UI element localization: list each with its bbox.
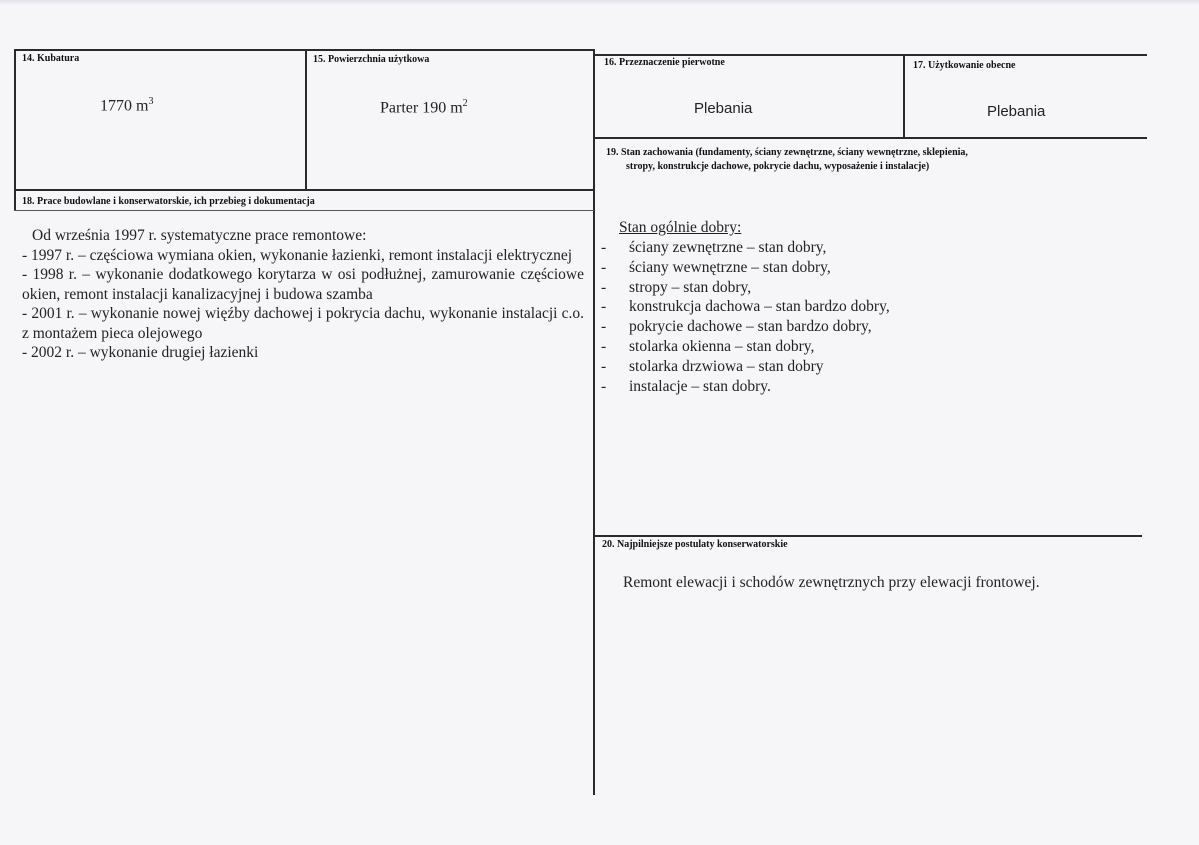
section-19-header-line2: stropy, konstrukcje dachowe, pokrycie dachu, wyposażenie i instalacje) [626, 161, 930, 172]
condition-item-text: instalacje – stan dobry. [629, 377, 771, 395]
works-item-1997: - 1997 r. – częściowa wymiana okien, wykonanie łazienki, remont instalacji elektrycznej [22, 246, 573, 264]
condition-item-text: stolarka drzwiowa – stan dobry [629, 357, 824, 375]
condition-item [601, 258, 890, 278]
grid-line-h-211 [14, 210, 594, 211]
works-intro: Od września 1997 r. systematyczne prace remontowe: [32, 227, 367, 244]
section-17-header: 17. Użytkowanie obecne [913, 60, 1016, 71]
condition-item [601, 317, 890, 337]
section-16-value: Plebania [694, 100, 753, 117]
list-bullet: - [601, 258, 607, 276]
section-20-header: 20. Najpilniejsze postulaty konserwatorskie [602, 539, 788, 550]
grid-line-h-535 [594, 535, 1142, 537]
condition-item-text: ściany wewnętrzne – stan dobry, [629, 258, 831, 276]
condition-item-text: konstrukcja dachowa – stan bardzo dobry, [629, 298, 890, 316]
section-14-value [100, 96, 153, 115]
area-unit-exponent: 2 [462, 98, 468, 109]
works-item-2002: - 2002 r. – wykonanie drugiej łazienki [22, 344, 259, 361]
grid-line-h-189 [14, 189, 594, 191]
condition-item [601, 357, 890, 377]
list-bullet: - [601, 239, 607, 256]
volume-value: 1770 m [100, 97, 149, 115]
condition-item [601, 337, 890, 357]
list-bullet: - [601, 357, 607, 375]
condition-summary: Stan ogólnie dobry: [619, 219, 742, 236]
grid-line-h-137 [594, 137, 1147, 139]
section-18-body [22, 226, 584, 363]
section-15-header: 15. Powierzchnia użytkowa [313, 54, 430, 65]
section-14-header: 14. Kubatura [22, 53, 80, 64]
condition-item [601, 297, 890, 317]
list-bullet: - [601, 377, 607, 395]
grid-line-top-right [594, 54, 1147, 56]
area-value: Parter 190 m [380, 99, 463, 117]
grid-line-left [14, 49, 16, 211]
grid-line-top-left [14, 49, 594, 51]
condition-item-text: stropy – stan dobry, [629, 278, 752, 296]
scan-edge [0, 0, 1199, 5]
works-item-1998: - 1998 r. – wykonanie dodatkowego korytarza w osi podłużnej, zamurowanie częściowe okien, remont instalacji kanalizacyjnej i budowa szamba [22, 266, 584, 303]
condition-item [601, 377, 890, 397]
section-17-value: Plebania [987, 103, 1046, 120]
works-item-2001: - 2001 r. – wykonanie nowej więźby dachowej i pokrycia dachu, wykonanie instalacji c.o. z montażem pieca olejowego [22, 305, 584, 342]
volume-unit-exponent: 3 [148, 96, 154, 107]
grid-line-v-903 [903, 55, 905, 137]
list-bullet: - [601, 318, 607, 336]
section-18-header: 18. Prace budowlane i konserwatorskie, ich przebieg i dokumentacja [22, 196, 315, 207]
condition-item-text: stolarka okienna – stan dobry, [629, 337, 815, 355]
section-20-value: Remont elewacji i schodów zewnętrznych przy elewacji frontowej. [623, 574, 1040, 591]
condition-item-text: pokrycie dachowe – stan bardzo dobry, [629, 318, 872, 336]
section-15-value [380, 98, 468, 117]
condition-item-text: ściany zewnętrzne – stan dobry, [629, 239, 827, 256]
list-bullet: - [601, 298, 607, 316]
grid-line-v-305 [305, 49, 307, 189]
list-bullet: - [601, 337, 607, 355]
condition-item [601, 238, 890, 258]
section-19-header-line1: 19. Stan zachowania (fundamenty, ściany zewnętrzne, ściany wewnętrzne, sklepienia, [606, 147, 968, 158]
list-bullet: - [601, 278, 607, 296]
section-19-header [606, 147, 1136, 173]
condition-list [601, 238, 890, 396]
section-16-header: 16. Przeznaczenie pierwotne [604, 57, 725, 68]
grid-line-v-center [593, 49, 595, 795]
condition-item [601, 278, 890, 298]
